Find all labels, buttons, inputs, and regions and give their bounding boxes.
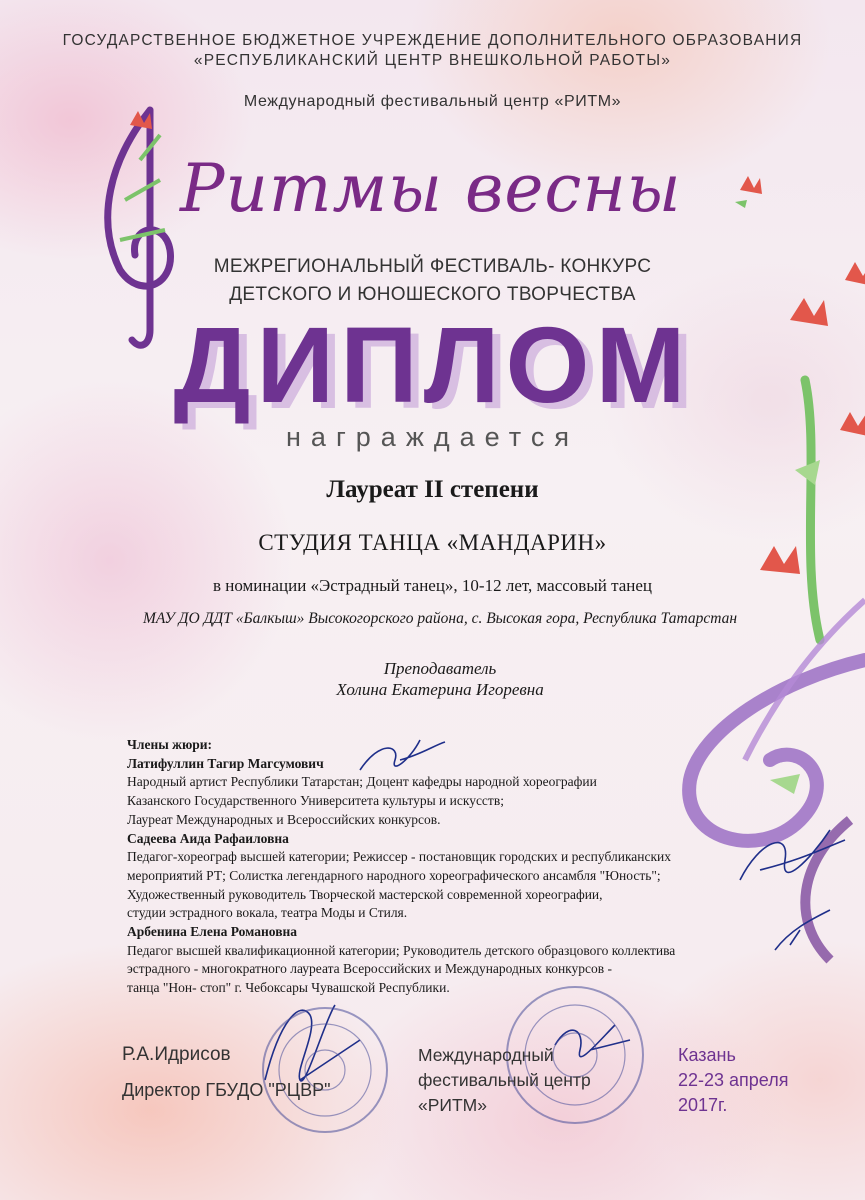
nomination: в номинации «Эстрадный танец», 10-12 лет, массовый танец: [212, 576, 653, 595]
teacher-label: Преподаватель: [383, 659, 497, 678]
awarded-caption: награждается: [286, 422, 579, 452]
organization-name: [0, 31, 865, 71]
jury-member: [127, 755, 787, 830]
dates: 22-23 апреля: [678, 1070, 789, 1090]
jury-member-name: Латифуллин Тагир Магсумович: [127, 755, 324, 771]
subtitle-line-2: ДЕТСКОГО И ЮНОШЕСКОГО ТВОРЧЕСТВА: [229, 284, 636, 305]
jury-member-line: эстрадного - многократного лауреата Всероссийских и Международных конкурсов -: [127, 961, 613, 977]
jury-member-line: танца "Нон- стоп" г. Чебоксары Чувашской Республики.: [127, 980, 450, 996]
organization-line-2: «РЕСПУБЛИКАНСКИЙ ЦЕНТР ВНЕШКОЛЬНОЙ РАБОТЫ»: [193, 52, 672, 69]
center-line-3: «РИТМ»: [418, 1095, 487, 1115]
institution: МАУ ДО ДДТ «Балкыш» Высокогорского района, с. Высокая гора, Республика Татарстан: [142, 610, 738, 627]
recipient-studio: СТУДИЯ ТАНЦА «МАНДАРИН»: [258, 530, 607, 555]
jury-member-line: Лауреат Международных и Всероссийских конкурсов.: [127, 811, 441, 827]
jury-member-name: Арбенина Елена Романовна: [127, 924, 298, 940]
jury-member-line: Педагог высшей квалификационной категории; Руководитель детского образцового коллектива: [127, 942, 676, 958]
jury-member-line: Казанского Государственного Университета культуры и искусств;: [127, 793, 504, 809]
subtitle-line-1: МЕЖРЕГИОНАЛЬНЫЙ ФЕСТИВАЛЬ- КОНКУРС: [213, 256, 652, 277]
festival-center: Международный фестивальный центр «РИТМ»: [243, 93, 622, 110]
teacher-name: Холина Екатерина Игоревна: [336, 680, 544, 699]
year: 2017г.: [678, 1095, 728, 1115]
jury-section: [127, 736, 787, 998]
diploma-title: ДИПЛОМ: [173, 304, 692, 425]
jury-member-line: Педагог-хореограф высшей категории; Режиссер - постановщик городских и республиканских: [127, 849, 672, 865]
city: Казань: [678, 1045, 736, 1065]
center-line-1: Международный: [418, 1045, 554, 1065]
jury-member-line: мероприятий РТ; Солистка легендарного народного хореографического ансамбля "Юность";: [127, 867, 661, 883]
festival-logo-title: Ритмы весны: [180, 150, 682, 227]
director-role: Директор ГБУДО "РЦВР": [122, 1080, 331, 1100]
jury-member-name: Садеева Аида Рафаиловна: [127, 830, 289, 846]
jury-member-line: Народный артист Республики Татарстан; Доцент кафедры народной хореографии: [127, 774, 597, 790]
festival-subtitle: [0, 253, 865, 309]
organization-line-1: ГОСУДАРСТВЕННОЕ БЮДЖЕТНОЕ УЧРЕЖДЕНИЕ ДОПОЛНИТЕЛЬНОГО ОБРАЗОВАНИЯ: [62, 32, 803, 49]
jury-member-line: Художественный руководитель Творческой мастерской современной хореографии,: [127, 886, 603, 902]
director-name: Р.А.Идрисов: [122, 1044, 231, 1065]
center-line-2: фестивальный центр: [418, 1070, 591, 1090]
jury-heading: Члены жюри:: [127, 737, 213, 752]
place-and-date: [678, 1043, 818, 1118]
jury-member: [127, 923, 787, 998]
festival-center-signature: [418, 1043, 618, 1118]
laureate-degree: Лауреат II степени: [326, 476, 539, 503]
jury-member: [127, 830, 787, 924]
jury-member-line: студии эстрадного вокала, театра Моды и Стиля.: [127, 905, 408, 921]
